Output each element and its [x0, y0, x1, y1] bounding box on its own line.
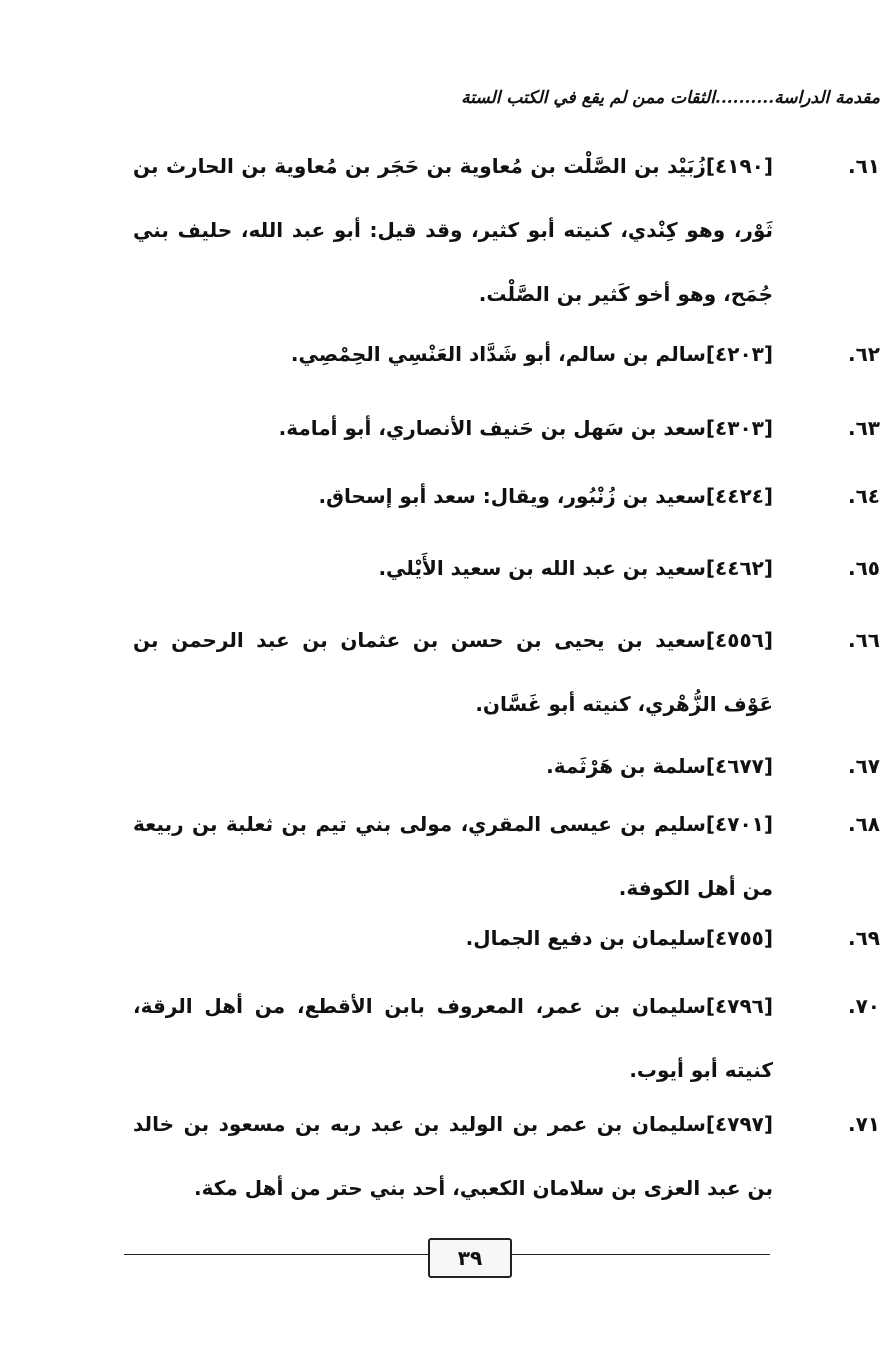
entry-reference: [٤٢٠٣]	[705, 342, 773, 366]
entry-body: سعد بن سَهل بن حَنيف الأنصاري، أبو أمامة.	[278, 416, 706, 440]
entry-text	[133, 396, 773, 460]
entry-reference: [٤٧٩٦]	[705, 994, 773, 1018]
entry-number: ٦٤.	[847, 484, 880, 508]
entry-text	[133, 322, 773, 386]
entry-reference: [٤٣٠٣]	[705, 416, 773, 440]
entry-number: ٦٢.	[847, 342, 880, 366]
entry-number: ٦٩.	[847, 926, 880, 950]
entry-body: سلمة بن هَرْثَمة.	[546, 754, 706, 778]
entry-body: زُبَيْد بن الصَّلْت بن مُعاوية بن حَجَر بن مُعاوية بن الحارث بن ثَوْر، وهو كِنْدي، كنيته أبو كثير، وقد قيل: أبو عبد الله، حليف بني جُمَح، وهو أخو كَثير بن الصَّلْت.	[133, 154, 773, 306]
entry-body: سليمان بن عمر، المعروف بابن الأقطع، من أهل الرقة، كنيته أبو أيوب.	[133, 994, 773, 1082]
entry-text	[133, 1092, 773, 1220]
footer-rule	[124, 1254, 429, 1255]
entry-reference: [٤٤٦٢]	[705, 556, 773, 580]
entry-number: ٧٠.	[847, 994, 880, 1018]
entry-reference: [٤٧٩٧]	[705, 1112, 773, 1136]
entry-text	[133, 906, 773, 970]
entry-number: ٦٣.	[847, 416, 880, 440]
running-header: مقدمة الدراسة..........الثقات ممن لم يقع في الكتب الستة	[461, 88, 880, 108]
entry-body: سعيد بن عبد الله بن سعيد الأَيْلي.	[378, 556, 706, 580]
entry-text	[133, 974, 773, 1102]
entry-reference: [٤٥٥٦]	[705, 628, 773, 652]
entry-text	[133, 734, 773, 798]
entry-reference: [٤٧٠١]	[705, 812, 773, 836]
page-number: ٣٩	[428, 1238, 512, 1278]
entry-number: ٦٦.	[847, 628, 880, 652]
entry-body: سليم بن عيسى المقري، مولى بني تيم بن ثعلبة بن ربيعة من أهل الكوفة.	[133, 812, 773, 900]
entry-body: سليمان بن عمر بن الوليد بن عبد ربه بن مسعود بن خالد بن عبد العزى بن سلامان الكعبي، أحد بني حتر من أهل مكة.	[133, 1112, 773, 1200]
entry-text	[133, 134, 773, 326]
entry-body: سعيد بن يحيى بن حسن بن عثمان بن عبد الرحمن بن عَوْف الزُّهْري، كنيته أبو غَسَّان.	[133, 628, 773, 716]
entry-number: ٦٥.	[847, 556, 880, 580]
entry-text	[133, 464, 773, 528]
entry-reference: [٤٦٧٧]	[705, 754, 773, 778]
entry-body: سعيد بن زُنْبُور، ويقال: سعد أبو إسحاق.	[318, 484, 706, 508]
entry-number: ٦١.	[847, 154, 880, 178]
entry-number: ٧١.	[847, 1112, 880, 1136]
entry-number: ٦٧.	[847, 754, 880, 778]
entry-reference: [٤١٩٠]	[705, 154, 773, 178]
entry-body: سليمان بن دفيع الجمال.	[465, 926, 706, 950]
entry-body: سالم بن سالم، أبو شَدَّاد العَنْسِي الحِمْصِي.	[290, 342, 706, 366]
entry-number: ٦٨.	[847, 812, 880, 836]
entry-text	[133, 536, 773, 600]
entry-text	[133, 608, 773, 736]
entry-reference: [٤٧٥٥]	[705, 926, 773, 950]
entry-reference: [٤٤٢٤]	[705, 484, 773, 508]
footer-rule	[508, 1254, 770, 1255]
entry-text	[133, 792, 773, 920]
